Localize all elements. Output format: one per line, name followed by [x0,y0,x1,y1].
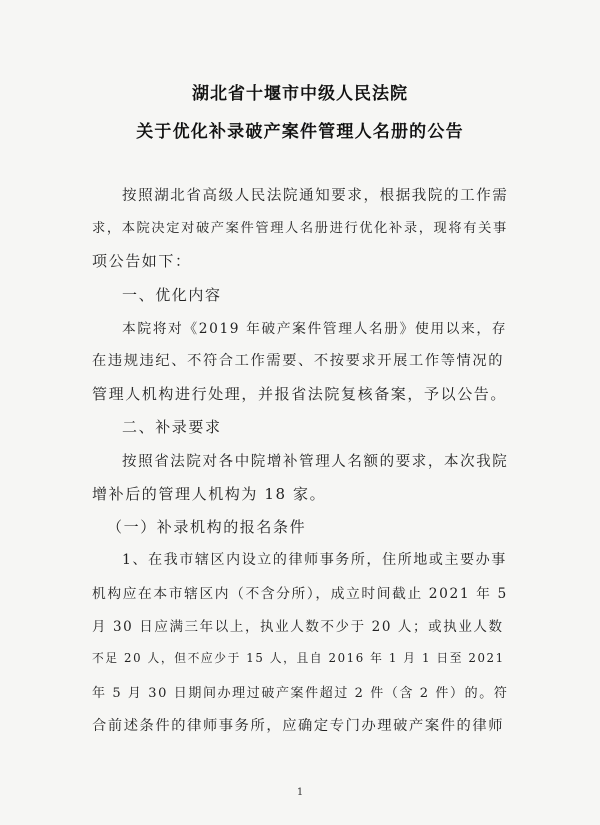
paragraph-line: 合前述条件的律师事务所，应确定专门办理破产案件的律师 [92,718,505,734]
paragraph-line: 在违规违纪、不符合工作需要、不按要求开展工作等情况的 [92,353,505,369]
paragraph-line: 求，本院决定对破产案件管理人名册进行优化补录，现将有关事 [92,221,508,236]
paragraph-line: 按照省法院对各中院增补管理人名额的要求，本次我院 [122,454,509,470]
section-heading-2: 二、补录要求 [122,418,222,436]
paragraph-line: 按照湖北省高级人民法院通知要求，根据我院的工作需 [122,188,509,204]
paragraph-line: 1、在我市辖区内设立的律师事务所，住所地或主要办事 [122,552,507,568]
paragraph-line: 月 30 日应满三年以上，执业人数不少于 20 人；或执业人数 [92,619,504,635]
paragraph-line: 项公告如下： [92,252,192,270]
paragraph-line: 年 5 月 30 日期间办理过破产案件超过 2 件（含 2 件）的。符 [92,686,509,701]
paragraph-line: 机构应在本市辖区内（不含分所），成立时间截止 2021 年 5 [92,586,508,602]
notice-title: 关于优化补录破产案件管理人名册的公告 [136,122,464,142]
paragraph-line: 管理人机构进行处理，并报省法院复核备案，予以公告。 [92,385,508,403]
section-heading-1: 一、优化内容 [122,286,222,304]
paragraph-line: 增补后的管理人机构为 18 家。 [92,485,327,503]
subsection-heading: （一）补录机构的报名条件 [107,518,307,536]
page-number: 1 [296,787,304,798]
court-title: 湖北省十堰市中级人民法院 [192,84,408,104]
paragraph-line: 本院将对《2019 年破产案件管理人名册》使用以来，存 [122,321,508,337]
paragraph-line: 不足 20 人，但不应少于 15 人，且自 2016 年 1 月 1 日至 2021 [92,651,505,665]
